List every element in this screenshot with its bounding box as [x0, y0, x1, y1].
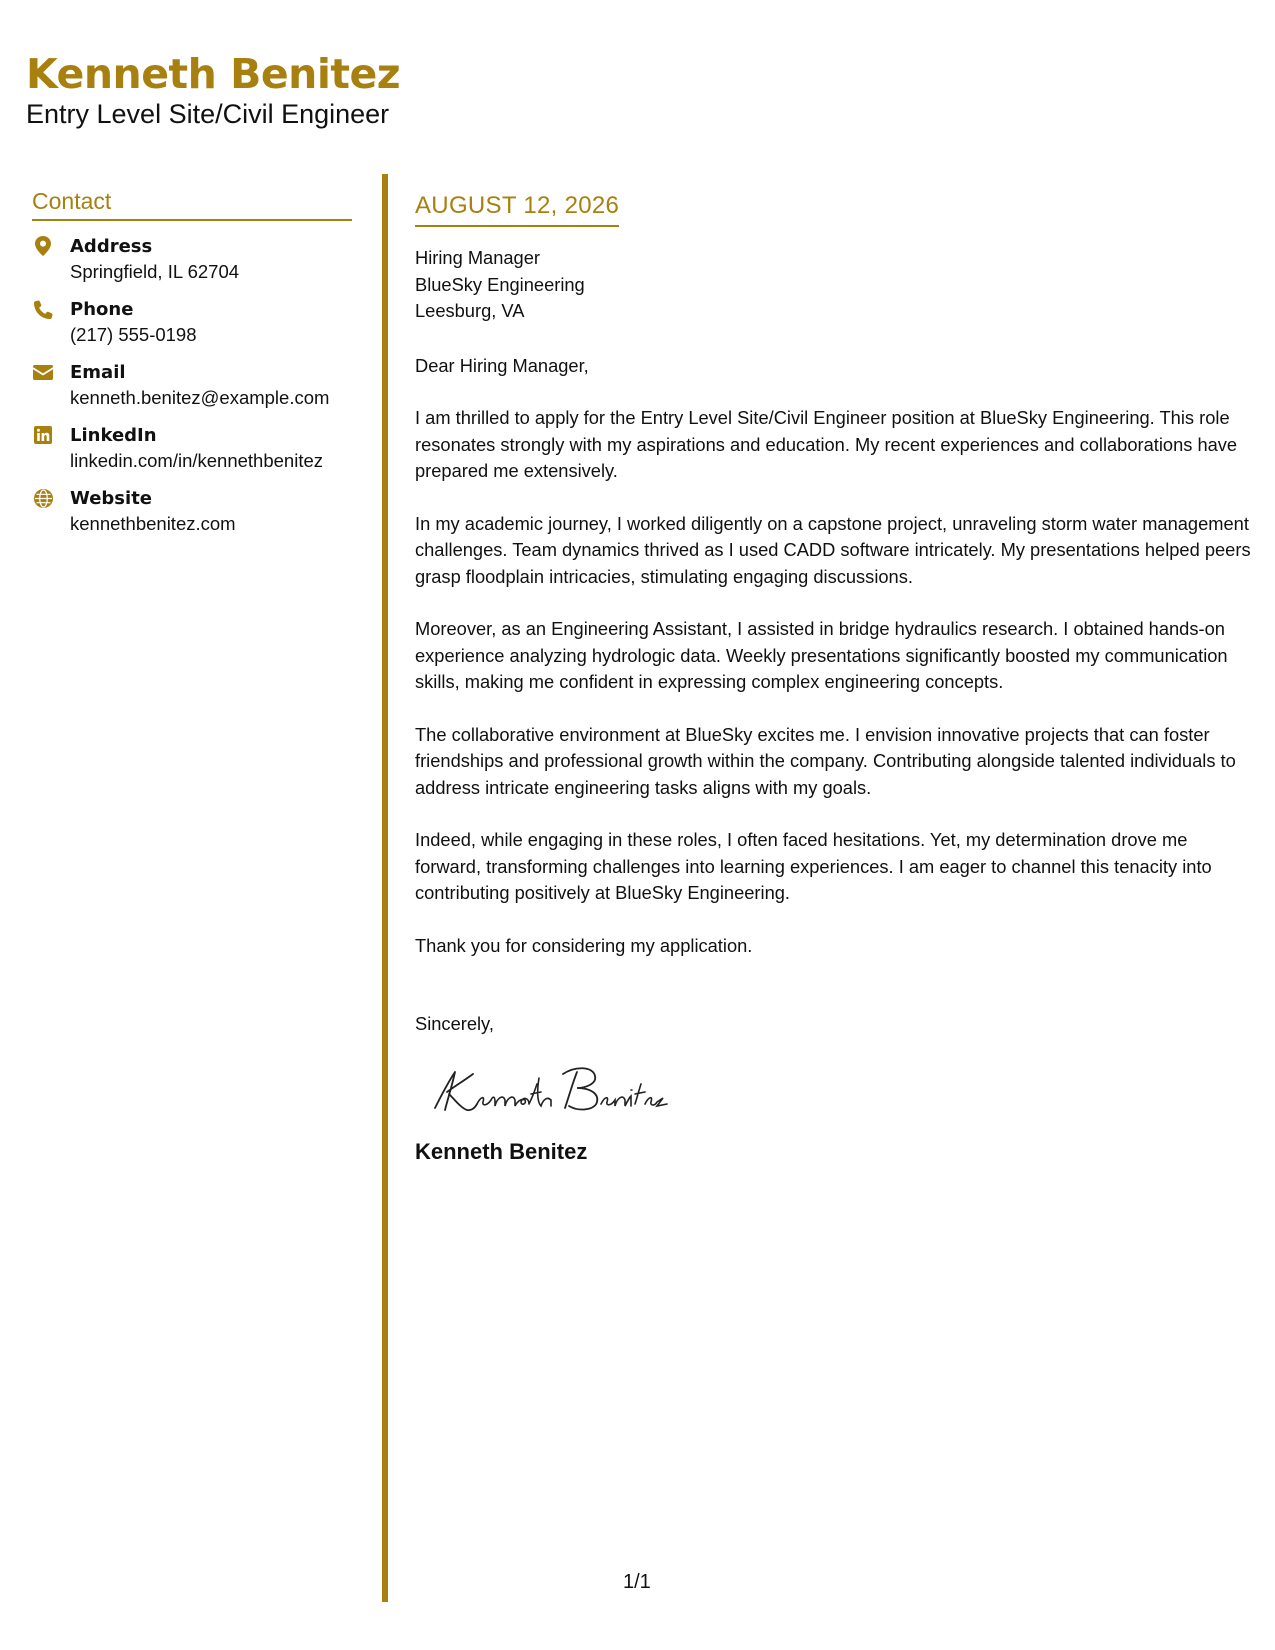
map-pin-icon [32, 235, 54, 257]
recipient-location: Leesburg, VA [415, 300, 525, 321]
contact-item-address [32, 235, 352, 298]
contact-label: Email [70, 362, 126, 383]
contact-label: Website [70, 488, 153, 509]
paragraph: Moreover, as an Engineering Assistant, I assisted in bridge hydraulics research. I obtained hands-on experience analyzing hydrologic data. Weekly presentations significantly boosted my communication skills, making me confident in expressing complex engineering concepts. [415, 618, 1228, 692]
contact-item-email [32, 361, 352, 424]
vertical-divider [382, 174, 388, 1602]
contact-label: Address [70, 236, 153, 257]
contact-item-website [32, 487, 352, 550]
candidate-name: Kenneth Benitez [26, 50, 401, 98]
signer-name: Kenneth Benitez [415, 1138, 588, 1164]
letter-date: AUGUST 12, 2026 [415, 192, 620, 219]
contact-list [32, 235, 352, 550]
paragraph: The collaborative environment at BlueSky excites me. I envision innovative projects that can foster friendships and professional growth within the company. Contributing alongside talented individuals to address intricate engineering tasks aligns with my goals. [415, 723, 1236, 798]
paragraph: In my academic journey, I worked diligently on a capstone project, unraveling storm water management challenges. Team dynamics thrived as I used CADD software intricately. My presentations helped peers grasp floodplain intricacies, stimulating engaging discussions. [415, 512, 1251, 587]
address-value: Springfield, IL 62704 [70, 261, 240, 282]
letter-body [415, 192, 1255, 1166]
closing-thanks: Thank you for considering my application. [415, 934, 753, 956]
email-value: kenneth.benitez@example.com [70, 387, 330, 408]
handwritten-signature [425, 1060, 1255, 1130]
website-value: kennethbenitez.com [70, 513, 236, 534]
globe-icon [32, 487, 54, 509]
recipient-company: BlueSky Engineering [415, 273, 585, 295]
contact-heading: Contact [32, 188, 352, 221]
contact-label: Phone [70, 299, 134, 320]
valediction: Sincerely, [415, 1013, 494, 1034]
greeting: Dear Hiring Manager, [415, 354, 589, 376]
linkedin-icon [32, 424, 54, 446]
phone-value: (217) 555-0198 [70, 324, 197, 345]
recipient-block [415, 245, 1255, 325]
paragraph: I am thrilled to apply for the Entry Level Site/Civil Engineer position at BlueSky Engineering. This role resonates strongly with my aspirations and education. My recent experiences and collaborations have prepared me extensively. [415, 407, 1238, 481]
linkedin-value: linkedin.com/in/kennethbenitez [70, 450, 323, 471]
envelope-icon [32, 361, 54, 383]
date-underline [415, 192, 619, 227]
contact-sidebar [32, 188, 352, 550]
header [26, 50, 400, 130]
contact-item-linkedin [32, 424, 352, 487]
contact-label: LinkedIn [70, 425, 157, 446]
page-number: 1/1 [623, 1571, 651, 1593]
job-title: Entry Level Site/Civil Engineer [26, 99, 390, 129]
phone-icon [32, 298, 54, 320]
paragraph: Indeed, while engaging in these roles, I often faced hesitations. Yet, my determination drove me forward, transforming challenges into learning experiences. I am eager to channel this tenacity into contributing positively at BlueSky Engineering. [415, 829, 1212, 903]
contact-item-phone [32, 298, 352, 361]
recipient-name: Hiring Manager [415, 247, 540, 268]
